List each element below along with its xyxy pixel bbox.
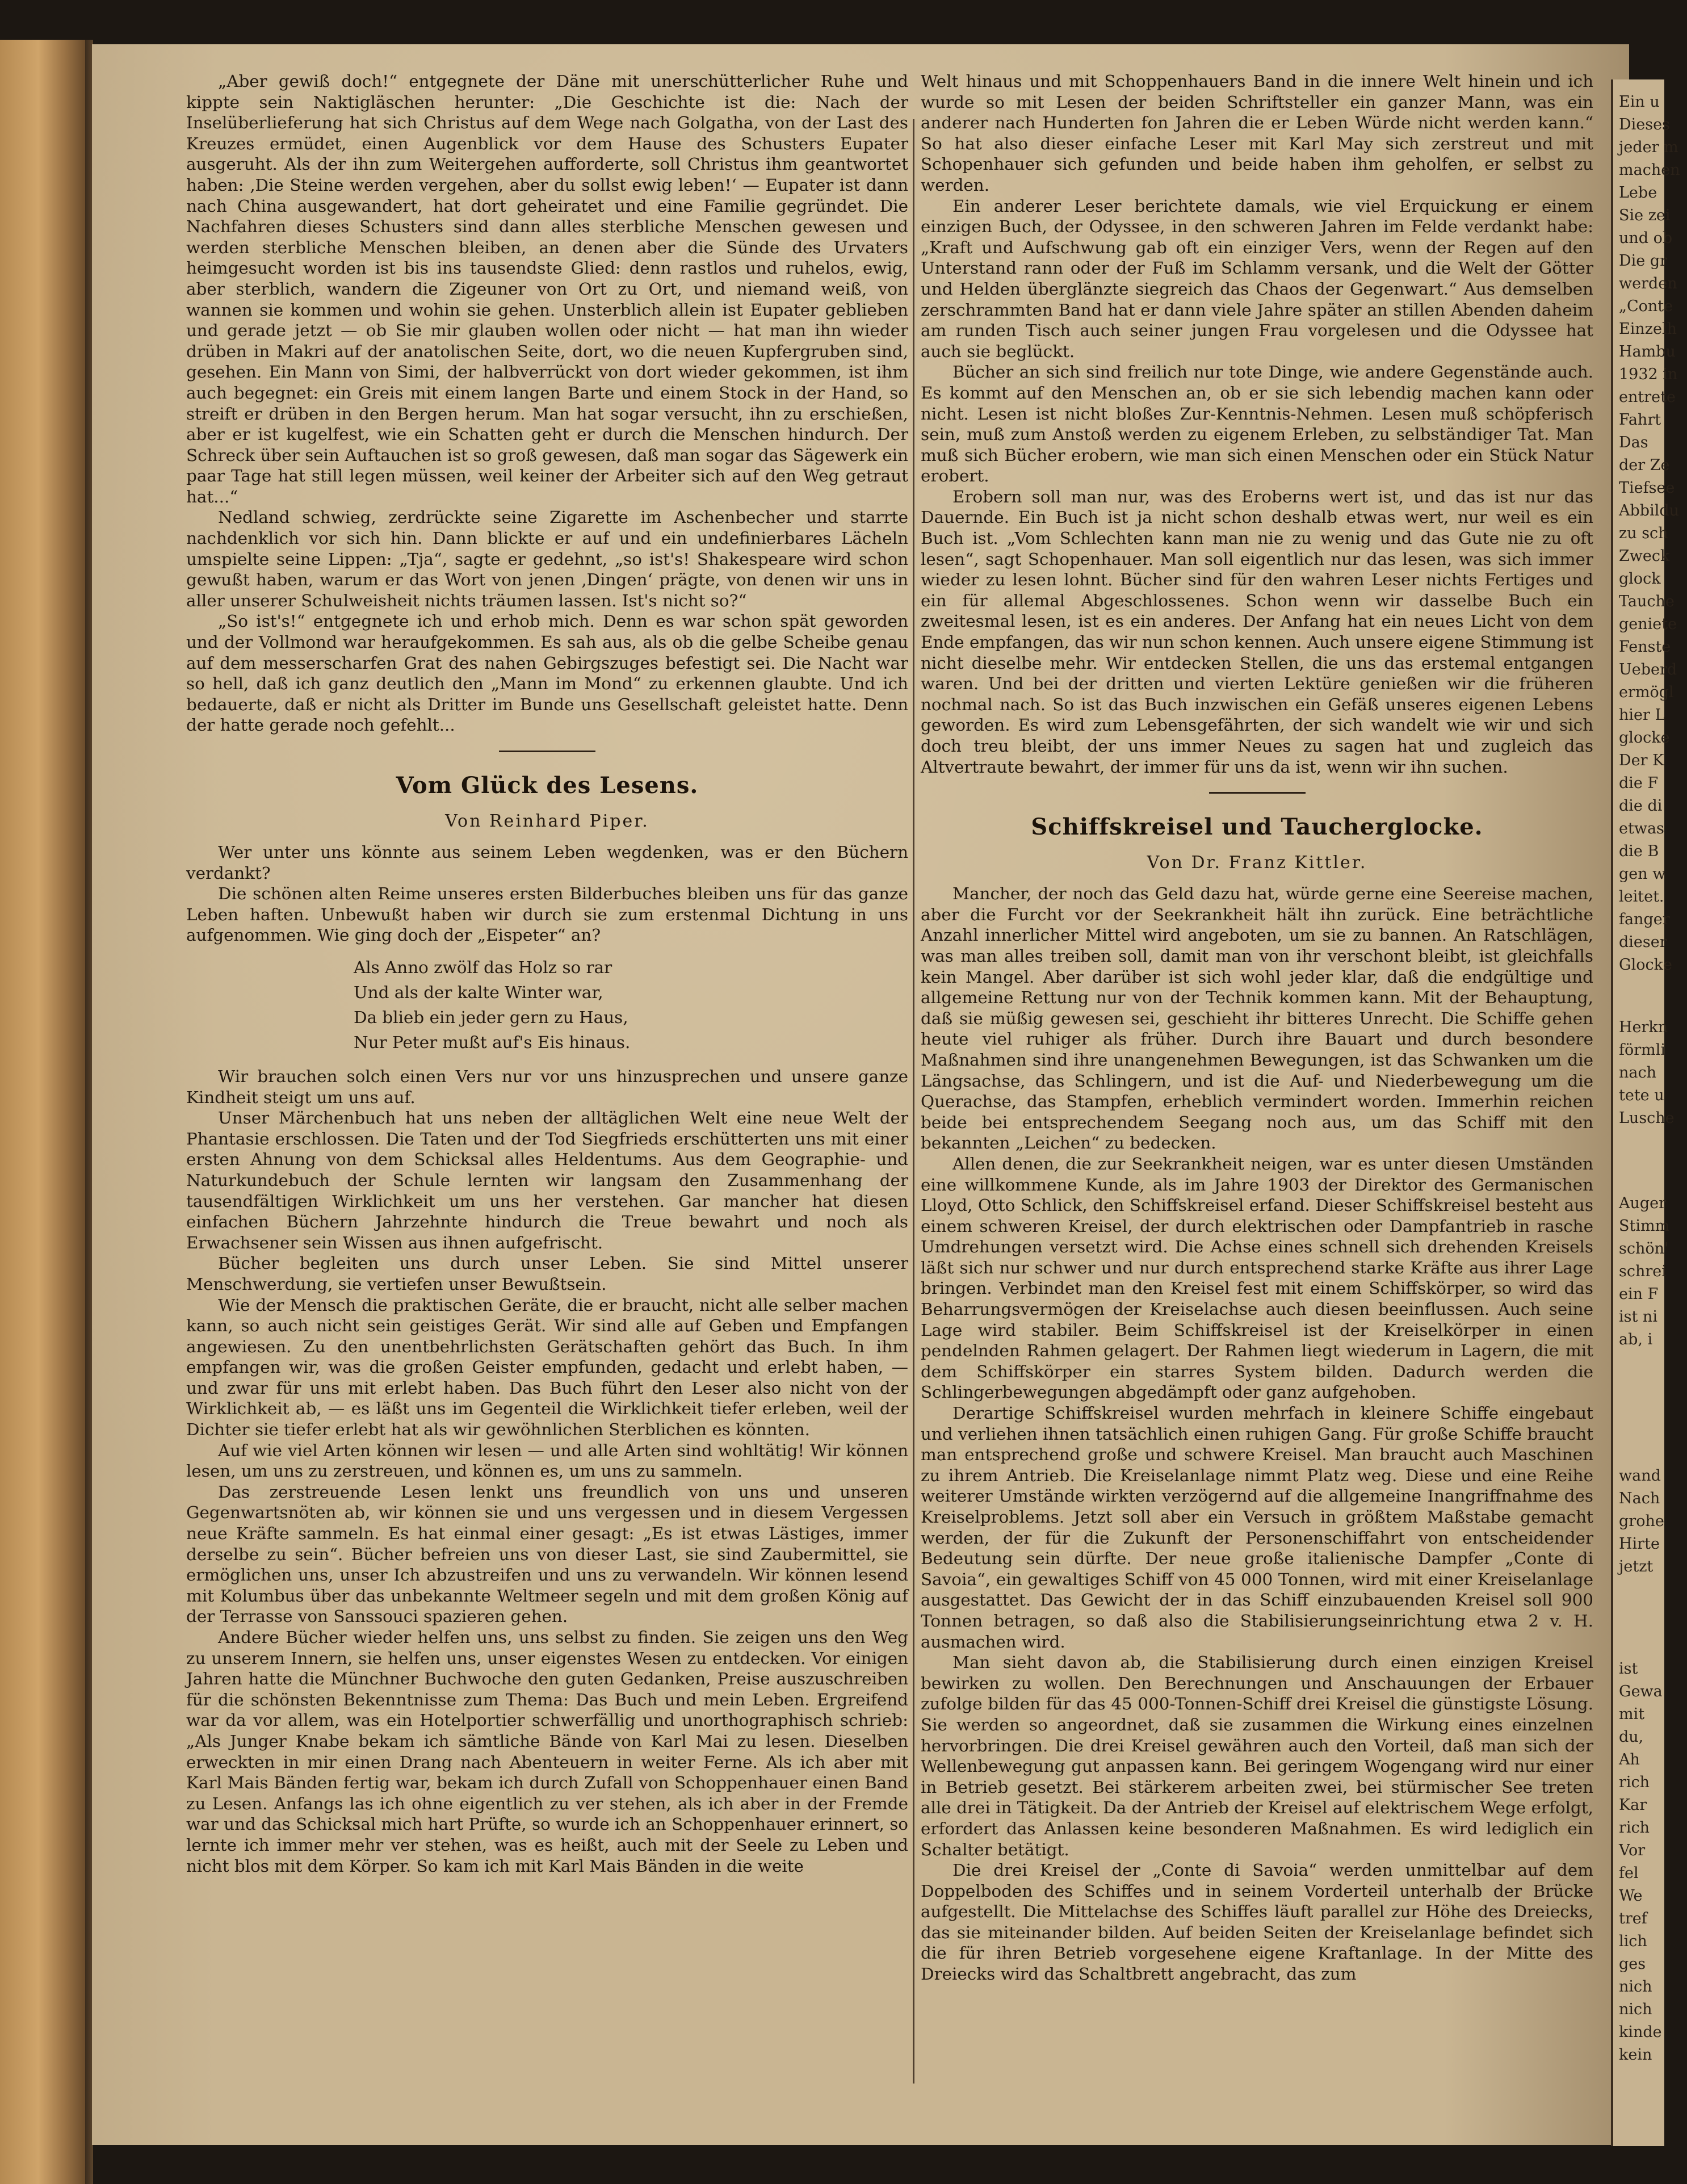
next-page-fragment: die F <box>1619 774 1659 792</box>
next-page-fragment: „Conte <box>1619 297 1673 315</box>
book-spine-edge <box>0 40 85 2184</box>
next-page-fragment: wand <box>1619 1467 1661 1485</box>
next-page-fragment: Sie zei <box>1619 207 1671 224</box>
article-paragraph: Auf wie viel Arten können wir lesen — und alle Arten sind wohltätig! Wir können lesen, um uns zu zerstreuen, und können es, um uns zu sammeln. <box>186 1440 908 1481</box>
next-page-fragment: dieser <box>1619 933 1667 951</box>
next-page-fragment: rich <box>1619 1774 1650 1791</box>
article-paragraph: Derartige Schiffskreisel wurden mehrfach in kleinere Schiffe eingebaut und verliehen ihnen tatsächlich einen ruhigen Gang. Für große Schiffe braucht man entsprechend große und schwere Kreisel. Man braucht auch Maschinen zu ihrem Antrieb. Die Kreiselanlage nimmt Platz weg. Diese und eine Reihe weiterer Umstände wirkten verzögernd auf die allgemeine Inangriffnahme des Kreiselproblems. Jetzt soll aber ein Versuch in größtem Maßstabe gemacht werden, der für die Zukunft der Personenschiffahrt von entscheidender Bedeutung sein dürfte. Der neue große italienische Dampfer „Conte di Savoia“, ein gewaltiges Schiff von 45 000 Tonnen, wird mit einer Kreiselanlage ausgestattet. Das Gewicht der in das Schiff einzubauenden Kreisel soll 900 Tonnen betragen, so daß also die Stabilisierungseinrichtung etwa 2 v. H. ausmachen wird. <box>921 1403 1593 1651</box>
next-page-fragment: ist ni <box>1619 1308 1657 1326</box>
article-paragraph: Die drei Kreisel der „Conte di Savoia“ werden unmittelbar auf dem Doppelboden des Schiffes und in seinem Vorderteil unterhalb der Brücke aufgestellt. Die Mittelachse des Schiffes läuft parallel zur Höhe des Dreiecks, das sie miteinander bilden. Auf beiden Seiten der Kreiselanlage befindet sich die für ihren Betrieb vorgesehene eigene Kraftanlage. In der Mitte des Dreiecks wird das Schaltbrett angebracht, das zum <box>921 1860 1593 1984</box>
next-page-fragment: Ah <box>1619 1751 1640 1768</box>
next-page-fragment: Kar <box>1619 1796 1647 1814</box>
next-page-fragment: Stimm <box>1619 1217 1670 1235</box>
next-page-fragment: Ueberd <box>1619 661 1677 678</box>
next-page-fragment: Auger <box>1619 1194 1667 1212</box>
next-page-fragment: Die gr <box>1619 252 1668 270</box>
next-page-fragment: ab, i <box>1619 1331 1653 1348</box>
next-page-fragment: die di <box>1619 797 1663 815</box>
article-byline-reading: Von Reinhard Piper. <box>445 811 649 831</box>
next-page-fragment: Gewa <box>1619 1683 1663 1700</box>
next-page-fragment: nach <box>1619 1064 1656 1081</box>
poem-verse <box>354 955 908 1055</box>
next-page-fragment: schrei <box>1619 1263 1667 1280</box>
article-paragraph: Bücher begleiten uns durch unser Leben. Sie sind Mittel unserer Menschwerdung, sie vertiefen unser Bewußtsein. <box>186 1254 908 1294</box>
next-page-fragment: fanger <box>1619 911 1670 928</box>
next-page-fragment: Tiefsee <box>1619 479 1675 497</box>
article-paragraph: Allen denen, die zur Seekrankheit neigen, war es unter diesen Umständen eine willkommene Kunde, als im Jahre 1903 der Direktor des Germanischen Lloyd, Otto Schlick, den Schiffskreisel erfand. Dieser Schiffskreisel besteht aus einem schweren Kreisel, der durch elektrischen oder Dampfantrieb in rasche Umdrehungen versetzt wird. Die Achse eines schnell sich drehenden Kreisels läßt sich nur schwer und nur durch entsprechend starke Kräfte aus ihrer Lage bringen. Verbindet man den Kreisel fest mit einem Schiffskörper, so wird das Beharrungsvermögen der Kreiselachse auch diesen beeinflussen. Auch seine Lage wird stabiler. Beim Schiffskreisel ist der Kreiselkörper in einen pendelnden Rahmen gelagert. Der Rahmen liegt wiederum in Lagern, die mit dem Schiffskörper ein starres System bilden. Dadurch werden die Schlingerbewegungen abgedämpft oder ganz aufgehoben. <box>921 1154 1593 1402</box>
poem-line: Nur Peter mußt auf's Eis hinaus. <box>354 1032 631 1052</box>
next-page-fragment: geniete <box>1619 615 1677 633</box>
article-paragraph: Erobern soll man nur, was des Eroberns wert ist, und das ist nur das Dauernde. Ein Buch ist ja nicht schon deshalb etwas wert, nur weil es ein Buch ist. „Vom Schlechten kann man nie zu wenig und das Gute nie zu oft lesen“, sagt Schopenhauer. Man soll eigentlich nur das lesen, was sich immer wieder zu lesen lohnt. Bücher sind für den wahren Leser nichts Fertiges und ein für allemal Abgeschlossenes. Schon wenn wir dasselbe Buch ein zweitesmal lesen, ist es ein anderes. Der Anfang hat ein neues Licht von dem Ende empfangen, das wir nun schon kennen. Auch unsere eigene Stimmung ist nicht dieselbe mehr. Wir entdecken Stellen, die uns das erstemal entgangen waren. Und bei der dritten und vierten Lektüre genießen wir die früheren nochmal nach. So ist das Buch inzwischen ein Gefäß unseres eigenen Lebens geworden. Es wird zum Lebensgefährten, der sich wandelt wie wir und sich doch treu bleibt, der uns immer Neues zu sagen hat und zugleich das Altvertraute bewahrt, der immer für uns da ist, wenn wir ihn suchen. <box>921 487 1593 777</box>
next-page-fragment: werden <box>1619 275 1677 292</box>
next-page-fragment: lich <box>1619 1933 1647 1950</box>
next-page-fragment: ges <box>1619 1955 1646 1973</box>
next-page-fragment: zu sch <box>1619 525 1668 542</box>
next-page-fragment: kein <box>1619 2046 1652 2064</box>
article-paragraph: Die schönen alten Reime unseres ersten Bilderbuches bleiben uns für das ganze Leben haften. Unbewußt haben wir durch sie zum erstenmal Dichtung in uns aufgenommen. Wie ging doch der „Eispeter“ an? <box>186 884 908 945</box>
next-page-fragment: nich <box>1619 2001 1652 2018</box>
next-page-fragment: glocke <box>1619 729 1670 747</box>
next-page-fragment: Fahrt <box>1619 411 1661 429</box>
right-column <box>921 71 1593 1985</box>
next-page-fragment: jeder m <box>1619 139 1678 156</box>
next-page-fragment: Glocke <box>1619 956 1672 974</box>
next-page-fragment: Tauche <box>1619 593 1675 610</box>
article-title-reading: Vom Glück des Lesens. <box>396 772 699 799</box>
article-paragraph: Man sieht davon ab, die Stabilisierung durch einen einzigen Kreisel bewirken zu wollen. Den Berechnungen und Anschauungen der Erbauer zufolge bilden für das 45 000-Tonnen-Schiff drei Kreisel die günstigste Lösung. Sie werden so angeordnet, daß sie zusammen die Wirkung eines einzelnen hervorbringen. Die drei Kreisel gewähren auch den Vorteil, daß man sich der Wellenbewegung gut anpassen kann. Bei geringem Wogengang wird nur einer in Betrieb gesetzt. Bei stärkerem arbeiten zwei, bei stürmischer See treten alle drei in Tätigkeit. Da der Antrieb der Kreisel auf elektrischem Wege erfolgt, erfordert das Anlassen keine besonderen Maßnahmen. Es wird lediglich ein Schalter betätigt. <box>921 1653 1593 1859</box>
next-page-fragment: Das <box>1619 434 1648 451</box>
next-page-fragment: jetzt <box>1619 1558 1654 1575</box>
poem-line: Da blieb ein jeder gern zu Haus, <box>354 1007 628 1027</box>
next-page-fragment: Einzelh <box>1619 320 1677 338</box>
poem-line: Als Anno zwölf das Holz so rar <box>354 957 612 977</box>
section-separator <box>1209 792 1306 794</box>
next-page-fragment: kinde <box>1619 2023 1662 2041</box>
article-paragraph: Andere Bücher wieder helfen uns, uns selbst zu finden. Sie zeigen uns den Weg zu unserem Innern, sie helfen uns, unser eigenstes Wesen zu entdecken. Vor einigen Jahren hatte die Münchner Buchwoche den guten Gedanken, Preise auszuschreiben für die schönsten Bekenntnisse zum Thema: Das Buch und mein Leben. Ergreifend war da vor allem, was ein Hotelportier schwerfällig und unorthographisch schrieb: „Als Junger Knabe bekam ich sämtliche Bände von Karl Mai zu lesen. Dieselben erweckten in mir einen Drang nach Abenteuern in weiter Ferne. Als ich aber mit Karl Mais Bänden fertig war, bekam ich durch Zufall von Schoppenhauer einen Band zu Lesen. Anfangs las ich ohne eigentlich zu ver stehen, als ich aber in der Fremde war und das Schicksal mich hart Prüfte, so wurde ich an Schoppenhauer erinnert, so lernte ich immer mehr ver stehen, was es heißt, auch mit der Seele zu Leben und nicht blos mit dem Körper. So kam ich mit Karl Mais Bänden in die weite <box>186 1628 908 1876</box>
article-paragraph: Wir brauchen solch einen Vers nur vor uns hinzusprechen und unsere ganze Kindheit steigt um uns auf. <box>186 1066 908 1107</box>
next-page-fragment: leitet. <box>1619 888 1664 906</box>
next-page-fragment: tete u <box>1619 1087 1664 1104</box>
article-paragraph: Welt hinaus und mit Schoppenhauers Band in die innere Welt hinein und ich wurde so mit Lesen der beiden Schriftsteller ein ganzer Mann, was ein anderer nach Hunderten fon Jahren die er Leben Würde nicht werden kann.“ So hat also dieser einfache Leser mit Karl May sich zerstreut und mit Schopenhauer sich gefunden und beide haben ihm geholfen, er selbst zu werden. <box>921 72 1593 195</box>
next-page-fragment: und ob <box>1619 229 1673 247</box>
next-page-fragment: tref <box>1619 1910 1647 1927</box>
next-page-fragment: Vor <box>1619 1842 1646 1859</box>
next-page-fragment: Herkn <box>1619 1018 1668 1036</box>
next-page-fragment: Zweck <box>1619 547 1670 565</box>
article-paragraph: Wie der Mensch die praktischen Geräte, die er braucht, nicht alle selber machen kann, so auch nicht sein geistiges Gerät. Wir sind alle auf Geben und Empfangen angewiesen. Zu den unentbehrlichsten Gerätschaften gehört das Buch. In ihm empfangen wir, was die großen Geister empfunden, gedacht und erlebt haben, — und zwar für uns mit erlebt haben. Das Buch führt den Leser also nicht von der Wirklichkeit ab, — es läßt uns im Gegenteil die Wirklichkeit tiefer erleben, weil der Dichter sie tiefer erlebt hat als wir gewöhnlichen Sterblichen es könnten. <box>186 1295 908 1440</box>
article-paragraph: Wer unter uns könnte aus seinem Leben wegdenken, was er den Büchern verdankt? <box>186 842 908 883</box>
article-title-gyroscope: Schiffskreisel und Taucherglocke. <box>1031 814 1483 841</box>
next-page-fragment: glock <box>1619 570 1661 588</box>
story-paragraph: „So ist's!“ entgegnete ich und erhob mich. Denn es war schon spät geworden und der Vollmond war heraufgekommen. Es sah aus, als ob die gelbe Scheibe genau auf dem messerscharfen Grat des nahen Gebirgszuges befestigt sei. Die Nacht war so hell, daß ich ganz deutlich den „Mann im Mond“ zu erkennen glaubte. Und ich bedauerte, daß er nicht als Dritter im Bunde uns Gesellschaft geleistet hatte. Denn der hatte gerade noch gefehlt... <box>186 611 908 735</box>
next-page-fragment: 1932 in <box>1619 366 1678 383</box>
next-page-fragment: etwas <box>1619 820 1664 837</box>
column-divider <box>913 119 914 2084</box>
next-page-fragment: ermögl <box>1619 684 1674 701</box>
story-paragraph: „Aber gewiß doch!“ entgegnete der Däne mit unerschütterlicher Ruhe und kippte sein Naktigläschen herunter: „Die Geschichte ist die: Nach der Inselüberlieferung hat sich Christus auf dem Wege nach Golgatha, von der Last des Kreuzes ermüdet, einen Augenblick vor dem Hause des Schusters Eupater ausgeruht. Als der ihn zum Weitergehen aufforderte, soll Christus ihm geantwortet haben: ‚Die Steine werden vergehen, aber du sollst ewig leben!‘ — Eupater ist dann nach China ausgewandert, hat dort geheiratet und eine Familie gegründet. Die Nachfahren dieses Schusters sind dann alles sterbliche Menschen gewesen und werden sterbliche Menschen bleiben, an denen aber die Sünde des Urvaters heimgesucht worden ist bis ins tausendste Glied: denn rastlos und ruhelos, ewig, aber sterblich, wandern die Zigeuner von Ort zu Ort, und niemand weiß, von wannen sie kommen und wohin sie gehen. Unsterblich allein ist Eupater geblieben und gerade jetzt — ob Sie mir glauben wollen oder nicht — hat man ihn wieder drüben in Makri auf der anatolischen Seite, dort, wo die neuen Kupfergruben sind, gesehen. Ein Mann von Simi, der halbverrückt von dort wieder gekommen, ist ihm auch begegnet: ein Greis mit einem langen Barte und einem Stock in der Hand, so streift er drüben in den Bergen herum. Man hat sogar versucht, ihn zu erschießen, aber er ist kugelfest, wie ein Schatten geht er durch die Menschen hindurch. Der Schreck über sein Auftauchen ist so groß gewesen, daß man sogar das Sägewerk ein paar Tage hat still legen müssen, weil keiner der Arbeiter sich auf den Weg getraut hat...“ <box>186 72 908 506</box>
next-page-fragment: Lebe <box>1619 184 1657 202</box>
next-page-fragment: machen <box>1619 161 1680 179</box>
next-page-fragment: schön' <box>1619 1240 1669 1257</box>
next-page-fragment: grohe <box>1619 1512 1664 1530</box>
next-page-fragment: Abbildu <box>1619 502 1680 519</box>
section-separator <box>499 751 595 752</box>
next-page-fragment: Dieses <box>1619 116 1670 133</box>
next-page-fragment: mit <box>1619 1705 1645 1723</box>
poem-line: Und als der kalte Winter war, <box>354 982 603 1002</box>
next-page-fragment: Hambu <box>1619 343 1676 360</box>
next-page-fragment: Ein u <box>1619 93 1660 111</box>
next-page-fragment: Lusche <box>1619 1109 1675 1127</box>
next-page-fragment: hier L <box>1619 706 1665 724</box>
next-page-fragment: der Ze <box>1619 456 1670 474</box>
article-byline-gyroscope: Von Dr. Franz Kittler. <box>1147 853 1367 873</box>
next-page-fragment: entrete <box>1619 388 1676 406</box>
article-paragraph: Ein anderer Leser berichtete damals, wie viel Erquickung er einem einzigen Buch, der Odyssee, in den schweren Jahren im Felde verdankt habe: „Kraft und Aufschwung gab oft ein einziger Vers, wenn der Regen auf den Unterstand rann oder der Fuß im Schlamm versank, und die Welt der Götter und Helden überglänzte siegreich das Chaos der Gegenwart.“ Aus demselben zerschrammten Band hat er dann viele Jahre später an stillen Abenden daheim am runden Tisch auch seiner jungen Frau vorgelesen und die Odyssee hat auch sie beglückt. <box>921 196 1593 361</box>
next-page-fragment: rich <box>1619 1819 1650 1837</box>
article-paragraph: Unser Märchenbuch hat uns neben der alltäglichen Welt eine neue Welt der Phantasie erschlossen. Die Taten und der Tod Siegfrieds erschütterten uns mit einer ersten Ahnung von dem Schicksal alles Heldentums. Aus dem Geographie- und Naturkundebuch der Schule lernten wir langsam den Zusammenhang der tausendfältigen Wirklichkeit um uns her verstehen. Gar mancher hat diesen einfachen Büchern Jahrzehnte hindurch die Treue bewahrt und noch als Erwachsener sein Wissen aus ihnen aufgefrischt. <box>186 1108 908 1252</box>
next-page-fragment: förmli <box>1619 1041 1666 1059</box>
left-column <box>186 71 908 1876</box>
article-paragraph: Das zerstreuende Lesen lenkt uns freundlich von uns und unseren Gegenwartsnöten ab, wir können sie und uns vergessen und in diesem Vergessen neue Kräfte sammeln. Es hat einmal einer gesagt: „Es ist etwas Lästiges, immer derselbe zu sein“. Bücher befreien uns von dieser Last, sie sind Zaubermittel, sie ermöglichen uns, unser Ich abzustreifen und uns zu verwandeln. Wir können lesend mit Kolumbus über das unbekannte Weltmeer segeln und mit dem großen König auf der Terrasse von Sanssouci spazieren gehen. <box>186 1482 908 1627</box>
next-page-fragment: gen w <box>1619 865 1666 883</box>
next-page-fragment: die B <box>1619 842 1659 860</box>
next-page-fragment: Der K <box>1619 752 1664 769</box>
next-page-fragment: fel <box>1619 1864 1639 1882</box>
next-page-fragment: Hirte <box>1619 1535 1660 1553</box>
next-page-fragment: ist <box>1619 1660 1638 1678</box>
next-page-fragment: nich <box>1619 1978 1652 1996</box>
next-page-fragment: We <box>1619 1887 1643 1905</box>
story-paragraph: Nedland schwieg, zerdrückte seine Zigarette im Aschenbecher und starrte nachdenklich vor sich hin. Dann blickte er auf und ein undefinierbares Lächeln umspielte seine Lippen: „Tja“, sagte er gedehnt, „so ist's! Shakespeare wird schon gewußt haben, warum er das Wort von jenen ‚Dingen‘ prägte, von denen wir uns in aller unserer Schulweisheit nichts träumen lassen. Ist's nicht so?“ <box>186 508 908 610</box>
next-page-fragment: Fenste <box>1619 638 1671 656</box>
article-paragraph: Mancher, der noch das Geld dazu hat, würde gerne eine Seereise machen, aber die Furcht vor der Seekrankheit hält ihn zurück. Eine beträchtliche Anzahl innerlicher Mittel wird angeboten, um sie zu bannen. An Ratschlägen, was man alles treiben soll, damit man von ihr verschont bleibt, ist gleichfalls kein Mangel. Aber darüber ist sich wohl jeder klar, daß die endgültige und allgemeine Rettung nur von der Technik kommen kann. Mit der Behauptung, daß sie müßig gewesen sei, geschieht ihr bitteres Unrecht. Die Schiffe gehen heute viel ruhiger als früher. Durch ihre Bauart und durch besondere Maßnahmen sind ihre unangenehmen Bewegungen, ist das Schwanken um die Längsachse, das Schlingern, und ist die Auf- und Niederbewegung um die Querachse, das Stampfen, erheblich vermindert worden. Immerhin reichen beide bei entsprechendem Seegang noch aus, um das Schiff mit den bekannten „Leichen“ zu bedecken. <box>921 884 1593 1153</box>
next-page-fragment: Nach <box>1619 1490 1660 1507</box>
next-page-fragment: ein F <box>1619 1285 1659 1303</box>
next-page-edge <box>1611 79 1680 2146</box>
article-paragraph: Bücher an sich sind freilich nur tote Dinge, wie andere Gegenstände auch. Es kommt auf den Menschen an, ob er sie sich lebendig machen kann oder nicht. Lesen ist nicht bloßes Zur-Kenntnis-Nehmen. Lesen muß schöpferisch sein, muß zum Anstoß werden zu eigenem Erleben, zu selbständiger Tat. Man muß sich Bücher erobern, wie man sich einen Menschen oder ein Stück Natur erobert. <box>921 362 1593 486</box>
next-page-fragment: du, <box>1619 1728 1644 1746</box>
